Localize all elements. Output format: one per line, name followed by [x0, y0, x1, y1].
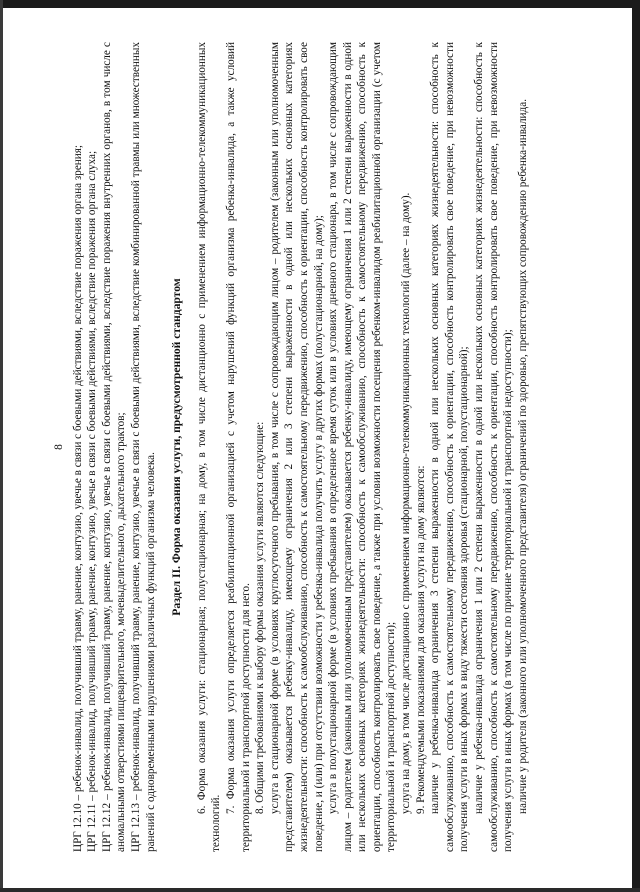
paragraph-9-parent: наличие у родителя (законного или уполномоченного представителя) ограничений по здоровью, препятствующих сопровождению ребенка-инвалида. [516, 98, 529, 814]
paragraph-7: 7. Форма оказания услуги определяется реабилитационной организацией с учетом нарушений функций организма ребенка-инвалида, а также условий территориальной и транспортной доступности для него. [224, 42, 252, 852]
paragraph-9-grade12: наличие у ребенка-инвалида ограничения 1 или 2 степени выраженности в одной или нескольких основных категориях жизнедеятельности: способность к самообслуживанию, способность к самостоятельному передвижению, способность к ориентации, способность контролировать свое поведение, при невозможности получения услуги в иных формах (в том числе по причине территориальной и транспортной недоступности); [473, 42, 515, 852]
document-page [52, 42, 592, 852]
crg-line-12-13: ЦРГ 12.13 – ребенок-инвалид, получивший травму, ранение, контузию, увечье в связи с боевыми действиями, вследствие комбинированной травмы или множественных ранений с одновременными нарушениями различных функций организма человека. [129, 42, 157, 852]
crg-line-12-10: ЦРГ 12.10 – ребенок-инвалид, получивший травму, ранение, контузию, увечье в связи с боевыми действиями, вследствие поражения органа зрения; [71, 144, 84, 852]
paragraph-9: 9. Рекомендуемыми показаниями для оказания услуги на дому являются: [414, 465, 427, 814]
scan-edge-bottom [0, 888, 640, 892]
paragraph-9-grade3: наличие у ребенка-инвалида ограничения 3 степени выраженности в одной или нескольких основных категориях жизнедеятельности: способность к самообслуживанию, способность к самостоятельному передвижению, способность к ориентации, способность контролировать свое поведение, при невозможности получения услуги в иных формах в виду тяжести состояния здоровья (стационарной, полустационарной); [429, 42, 471, 852]
crg-line-12-11: ЦРГ 12.11 – ребенок-инвалид, получивший травму, ранение, контузию, увечье в связи с боевыми действиями, вследствие поражения органа слуха; [86, 150, 99, 852]
paragraph-8-semistationary: услуга в полустационарной форме (в условиях пребывания в определенное время суток или в условиях дневного стационара, в том числе с сопровождающим лицом – родителем (законным или уполномоченным представителем) оказывается ребенку-инвалиду, имеющему ограничения 1 или 2 степени выраженности в одной или нескольких основных категориях жизнедеятельности: способность к самообслуживанию, способность к самостоятельному передвижению, способность к ориентации, способность контролировать свое поведение, а также при условии возможности посещения ребенком-инвалидом реабилитационной организации (с учетом территориальной и транспортной доступности); [327, 42, 398, 852]
scan-edge-top [0, 0, 640, 8]
crg-line-12-12: ЦРГ 12.12 – ребенок-инвалид, получивший травму, ранение, контузию, увечье в связи с боевыми действиями, вследствие поражения внутренних органов, в том числе с аномальными отверстиями пищеварительного, мочевыделительного, дыхательного трактов; [100, 42, 128, 852]
paragraph-8: 8. Общими требованиями к выбору формы оказания услуги являются следующие: [254, 421, 267, 814]
section-heading: Раздел II. Форма оказания услуги, предусмотренной стандартом [170, 278, 184, 616]
page-number: 8 [53, 444, 65, 450]
scan-edge-left [0, 0, 3, 892]
scan-edge-right [632, 0, 640, 892]
paragraph-8-stationary: услуга в стационарной форме (в условиях круглосуточного пребывания, в том числе с сопровождающим лицом – родителем (законным или уполномоченным представителем) оказывается ребенку-инвалиду, имеющему ограничения 2 или 3 степени выраженности в одной или нескольких основных категориях жизнедеятельности: способность к самообслуживанию, способность к самостоятельному передвижению, способность к ориентации, способность контролировать свое поведение, и (или) при отсутствии возможности у ребенка-инвалида получить услугу в других формах (полустационарной, на дому); [268, 42, 325, 852]
paragraph-6: 6. Форма оказания услуги: стационарная; полустационарная; на дому, в том числе дистанционно с применением информационно-телекоммуникационных технологий. [195, 42, 223, 852]
paragraph-8-home: услуга на дому, в том числе дистанционно с применением информационно-телекоммуникационных технологий (далее – на дому). [400, 192, 413, 814]
